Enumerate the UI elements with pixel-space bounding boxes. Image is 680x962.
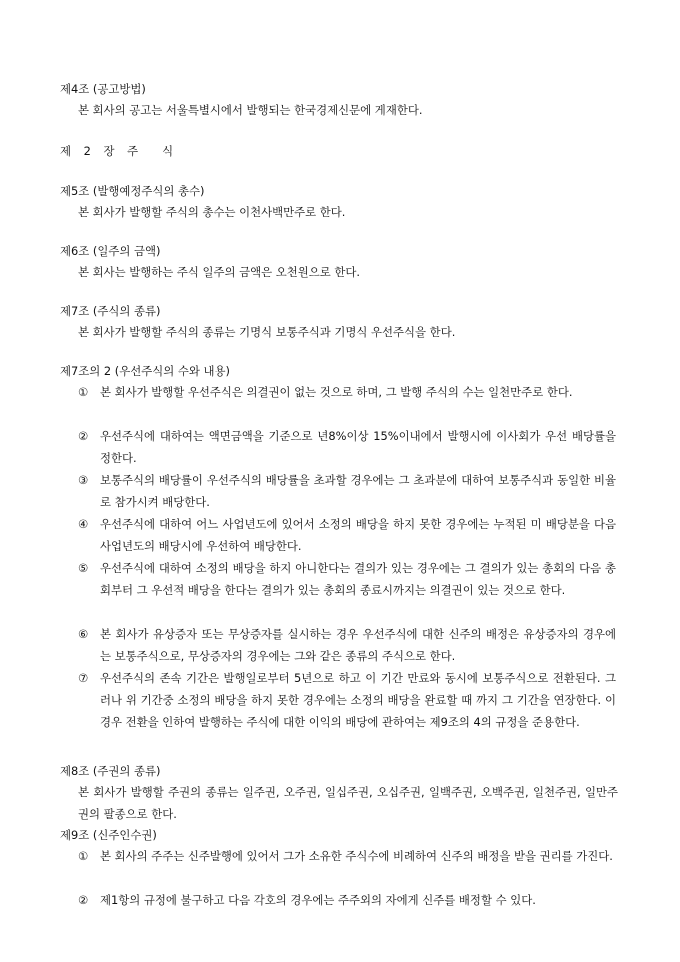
article-7-heading: 제7조 (주식의 종류)	[60, 304, 161, 318]
article-9-heading: 제9조 (신주인수권)	[60, 828, 157, 842]
article-7-2-item-7	[78, 667, 616, 733]
item-text: 우선주식의 존속 기간은 발행일로부터 5년으로 하고 이 기간 만료와 동시에 보통주식으로 전환된다. 그러나 위 기간중 소정의 배당을 하지 못한 경우에는 소정의 배당을 완료할 때 까지 그 기간을 연장한다. 이 경우 전환을 인하여 발행하는 주식에 대한 이익의 배당에 관하여는 제9조의 4의 규정을 준용한다.	[100, 671, 616, 729]
chapter-2-label-end: 식	[162, 144, 174, 158]
item-text: 우선주식에 대하여는 액면금액을 기준으로 년8%이상 15%이내에서 발행시에 이사회가 우선 배당률을 정한다.	[100, 429, 616, 465]
article-5-text: 본 회사가 발행할 주식의 총수는 이천사백만주로 한다.	[78, 205, 346, 219]
article-8-text	[78, 781, 618, 825]
article-7-2-item-6	[78, 623, 616, 667]
article-7-2-item-3	[78, 469, 616, 513]
article-7-2-item-5	[78, 557, 616, 601]
item-number: ⑦	[78, 671, 89, 685]
article-4-text: 본 회사의 공고는 서울특별시에서 발행되는 한국경제신문에 게재한다.	[78, 103, 423, 117]
item-number: ④	[78, 517, 89, 531]
item-text: 보통주식의 배당률이 우선주식의 배당률을 초과할 경우에는 그 초과분에 대하여 보통주식과 동일한 비율로 참가시켜 배당한다.	[100, 473, 616, 509]
item-text: 본 회사의 주주는 신주발행에 있어서 그가 소유한 주식수에 비례하여 신주의 배정을 받을 권리를 가진다.	[100, 849, 613, 863]
item-number: ⑥	[78, 627, 89, 641]
item-number: ③	[78, 473, 89, 487]
article-7-2-item-2	[78, 425, 616, 469]
item-number: ⑤	[78, 561, 89, 575]
chapter-2-label: 제 2 장 주	[60, 144, 139, 158]
item-number: ②	[78, 893, 89, 907]
item-text: 우선주식에 대하여 소정의 배당을 하지 아니한다는 결의가 있는 경우에는 그 결의가 있는 총회의 다음 총회부터 그 우선적 배당을 한다는 결의가 있는 총회의 종료시까지는 의결권이 있는 것으로 한다.	[100, 561, 616, 597]
item-text: 제1항의 규정에 불구하고 다음 각호의 경우에는 주주외의 자에게 신주를 배정할 수 있다.	[100, 893, 536, 907]
item-text: 우선주식에 대하여 어느 사업년도에 있어서 소정의 배당을 하지 못한 경우에는 누적된 미 배당분을 다음 사업년도의 배당시에 우선하여 배당한다.	[100, 517, 616, 553]
article-9-item-2	[78, 889, 616, 911]
article-7-2-item-1	[78, 381, 616, 403]
article-6-heading: 제6조 (일주의 금액)	[60, 244, 161, 258]
item-text: 본 회사가 유상증자 또는 무상증자를 실시하는 경우 우선주식에 대한 신주의 배정은 유상증자의 경우에는 보통주식으로, 무상증자의 경우에는 그와 같은 종류의 주식으로 한다.	[100, 627, 616, 663]
article-8-heading: 제8조 (주권의 종류)	[60, 764, 161, 778]
article-7-2-item-4	[78, 513, 616, 557]
article-4-heading: 제4조 (공고방법)	[60, 82, 146, 96]
article-8-paragraph: 본 회사가 발행할 주권의 종류는 일주권, 오주권, 일십주권, 오십주권, 일백주권, 오백주권, 일천주권, 일만주권의 팔종으로 한다.	[78, 785, 618, 821]
article-6-text: 본 회사는 발행하는 주식 일주의 금액은 오천원으로 한다.	[78, 265, 361, 279]
article-7-2-heading: 제7조의 2 (우선주식의 수와 내용)	[60, 364, 230, 378]
item-number: ①	[78, 849, 89, 863]
chapter-2-title	[60, 140, 173, 162]
article-5-heading: 제5조 (발행예정주식의 총수)	[60, 184, 205, 198]
article-7-text: 본 회사가 발행할 주식의 종류는 기명식 보통주식과 기명식 우선주식을 한다.	[78, 325, 456, 339]
item-number: ①	[78, 385, 89, 399]
item-number: ②	[78, 429, 89, 443]
item-text: 본 회사가 발행할 우선주식은 의결권이 없는 것으로 하며, 그 발행 주식의 수는 일천만주로 한다.	[100, 385, 573, 399]
article-9-item-1	[78, 845, 616, 867]
